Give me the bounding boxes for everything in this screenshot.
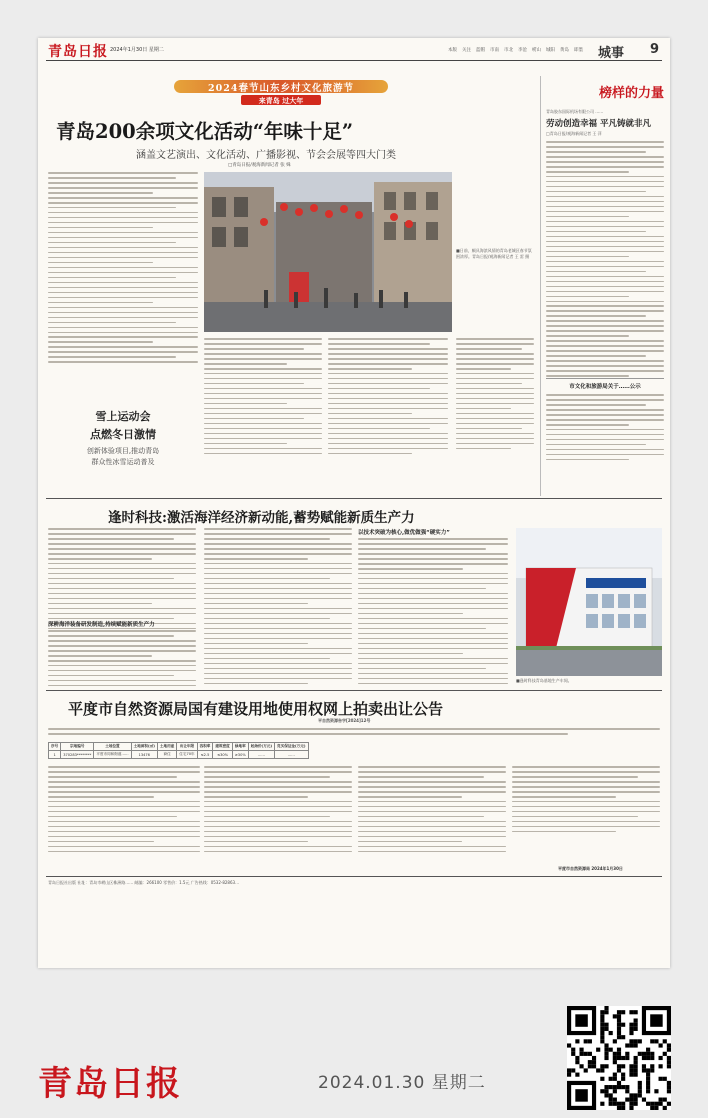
newspaper-page xyxy=(38,38,670,968)
nav-item: 市南 xyxy=(490,48,499,53)
second-photo-caption: ■逢时科技青岛基地生产车间。 xyxy=(516,678,572,683)
second-photo xyxy=(516,528,662,676)
table-header-cell: 建筑密度 xyxy=(213,743,232,751)
banner-subtitle: 来青岛 过大年 xyxy=(258,96,304,105)
table-header-cell: 土地面积(㎡) xyxy=(131,743,157,751)
masthead-nav xyxy=(448,47,583,53)
side-story xyxy=(48,408,198,488)
ad-doc-number: 平自然资源告字[2024]12号 xyxy=(318,718,371,723)
table-header-cell: 土地用途 xyxy=(157,743,176,751)
nav-item: 黄岛 xyxy=(560,48,569,53)
section-title: 城事 xyxy=(598,46,625,61)
table-cell: …… xyxy=(248,751,274,759)
table-cell: 1 xyxy=(49,751,61,759)
main-body-col-4 xyxy=(456,338,534,453)
ad-footer: 平度市自然资源局 2024年1月30日 xyxy=(558,866,623,871)
side-sub-2: 群众性冰雪运动普及 xyxy=(91,458,155,466)
ad-headline: 平度市自然资源局国有建设用地使用权网上拍卖出让公告 xyxy=(68,700,444,718)
banner-title: 2024春节山东乡村文化旅游节 xyxy=(208,83,354,94)
sidebar-kicker: 青岛胶东国际机场有限公司 …… xyxy=(546,109,604,114)
sidebar-divider xyxy=(540,76,541,496)
sidebar-notice xyxy=(546,382,664,464)
page-number: 9 xyxy=(650,42,660,57)
main-subheadline: 涵盖文艺演出、文化活动、广播影视、节会会展等四大门类 xyxy=(136,150,396,161)
table-header-cell: 绿地率 xyxy=(232,743,248,751)
ad-body-col-3 xyxy=(358,766,506,856)
festival-banner xyxy=(166,78,396,106)
nav-item: 市北 xyxy=(504,48,513,53)
table-cell: 商住 xyxy=(157,751,176,759)
nav-item: 城阳 xyxy=(546,48,555,53)
nav-item: 本版 xyxy=(448,48,457,53)
qr-code[interactable] xyxy=(567,1006,671,1110)
section-rule-1 xyxy=(46,498,662,499)
table-cell: 平度市同和街道…… xyxy=(94,751,131,759)
bottom-date: 2024.01.30 星期二 xyxy=(318,1073,486,1093)
second-body-col-3 xyxy=(358,538,508,688)
table-cell: 住宅70年 xyxy=(177,751,197,759)
nav-item: 李沧 xyxy=(518,48,527,53)
sidebar-byline: □青岛日报/观海新闻记者 王 萍 xyxy=(546,131,602,136)
main-photo-caption: ■日前，颇具海滨风情的青岛老城区春节氛围浓厚。青岛日报/观海新闻记者 王 雷 摄 xyxy=(456,248,532,259)
sidebar-section-title: 榜样的力量 xyxy=(598,86,664,101)
second-body-col-1 xyxy=(48,528,196,633)
main-body-col-2 xyxy=(204,338,322,458)
sidebar-top xyxy=(546,82,664,380)
table-header-cell: 土地位置 xyxy=(94,743,131,751)
footer-text: 青岛日报社出版 社址：青岛市崂山区株洲路…… 邮编：266100 零售价：1.5元 广告热线：0532-82863… xyxy=(48,880,240,885)
second-body-col-2 xyxy=(204,528,352,688)
bottom-logo: 青岛日报 xyxy=(38,1064,182,1104)
side-headline-1: 雪上运动会 xyxy=(95,410,151,423)
ad-body-col-2 xyxy=(204,766,352,856)
footer-rule xyxy=(46,876,662,877)
masthead-date: 2024年1月30日 星期二 xyxy=(110,47,164,53)
table-cell: …… xyxy=(275,751,308,759)
second-subtitle-2: 以技术突破为核心,做优做强“硬实力” xyxy=(358,530,450,536)
table-header-cell: 出让年限 xyxy=(177,743,197,751)
main-byline: □青岛日报/观海新闻记者 张 姝 xyxy=(228,163,291,168)
masthead-logo: 青岛日报 xyxy=(48,44,108,60)
main-body-col-3 xyxy=(328,338,448,458)
sidebar-headline: 劳动创造幸福 平凡铸就非凡 xyxy=(546,119,651,129)
ad-body-col-1 xyxy=(48,766,200,856)
nav-item: 关注 xyxy=(462,48,471,53)
table-header-cell: 容积率 xyxy=(197,743,213,751)
land-table xyxy=(48,742,309,759)
table-cell: 13476 xyxy=(131,751,157,759)
sidebar-notice-title: 市文化和旅游局关于……公示 xyxy=(569,384,641,390)
sidebar-box-rule xyxy=(546,378,664,379)
nav-item: 崂山 xyxy=(532,48,541,53)
second-subtitle: 深耕海洋装备研发制造,持续赋能新质生产力 xyxy=(48,622,155,628)
table-header-cell: 宗地编号 xyxy=(61,743,94,751)
second-body-col-1b xyxy=(48,630,196,695)
ad-body-col-4 xyxy=(512,766,660,836)
second-headline: 逢时科技:激活海洋经济新动能,蓄势赋能新质生产力 xyxy=(108,510,415,526)
table-header-cell: 序号 xyxy=(49,743,61,751)
main-headline: 青岛200余项文化活动“年味十足” xyxy=(56,120,354,143)
main-body-col-1 xyxy=(48,172,198,366)
nav-item: 蓝帽 xyxy=(476,48,485,53)
table-cell: 370283******** xyxy=(61,751,94,759)
table-cell: ≥30% xyxy=(232,751,248,759)
main-photo xyxy=(204,172,452,332)
table-cell: ≤2.5 xyxy=(197,751,213,759)
side-sub-1: 创新体验项目,推动青岛 xyxy=(86,447,160,455)
section-rule-2 xyxy=(46,690,662,691)
side-headline-2: 点燃冬日激情 xyxy=(90,428,156,441)
masthead-rule xyxy=(46,60,662,61)
table-header-cell: 竞买保证金(万元) xyxy=(275,743,308,751)
nav-item: 即墨 xyxy=(574,48,583,53)
table-header-cell: 起始价(万元) xyxy=(248,743,274,751)
table-cell: ≤30% xyxy=(213,751,232,759)
ad-intro xyxy=(48,728,660,738)
